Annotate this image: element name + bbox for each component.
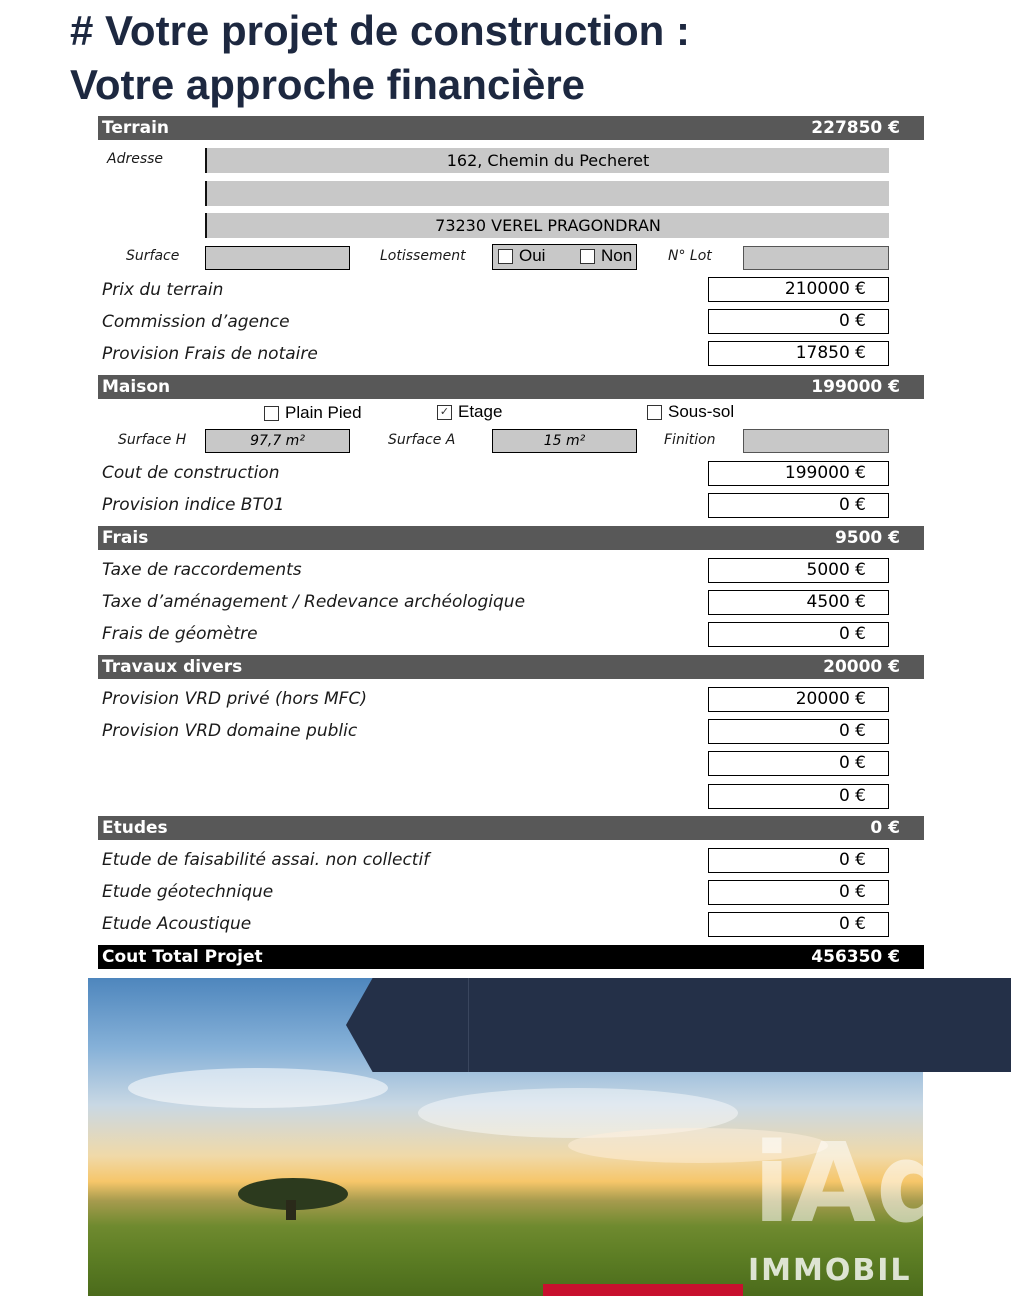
cloud-shape xyxy=(128,1068,388,1108)
etude-faisabilite-field[interactable]: 0 € xyxy=(708,848,889,873)
section-title: Etudes xyxy=(102,818,168,838)
taxe-raccordements-field[interactable]: 5000 € xyxy=(708,558,889,583)
check-icon: ✓ xyxy=(437,405,452,420)
adresse-line-2-field[interactable] xyxy=(205,181,889,206)
section-title: Travaux divers xyxy=(102,657,243,677)
surface-a-field[interactable]: 15 m² xyxy=(492,429,637,453)
numero-lot-field[interactable] xyxy=(743,246,889,270)
surface-h-field[interactable]: 97,7 m² xyxy=(205,429,350,453)
section-total: 20000 € xyxy=(823,657,900,677)
lotissement-non-checkbox[interactable] xyxy=(580,246,632,266)
surface-label: Surface xyxy=(126,248,180,264)
indice-bt01-label: Provision indice BT01 xyxy=(102,495,285,515)
section-header-frais xyxy=(98,526,924,550)
etude-faisabilite-label: Etude de faisabilité assai. non collectif xyxy=(102,850,430,870)
banner-divider xyxy=(468,978,469,1072)
vrd-public-field[interactable]: 0 € xyxy=(708,719,889,744)
surface-field[interactable] xyxy=(205,246,350,270)
taxe-amenagement-field[interactable]: 4500 € xyxy=(708,590,889,615)
checkbox-square xyxy=(498,249,513,264)
sous-sol-label: Sous-sol xyxy=(668,402,735,421)
prix-terrain-label: Prix du terrain xyxy=(102,280,224,300)
finition-field[interactable] xyxy=(743,429,889,453)
title-line-2: Votre approche financière xyxy=(70,61,586,108)
adresse-line-3-field[interactable]: 73230 VEREL PRAGONDRAN xyxy=(205,213,889,238)
section-header-maison xyxy=(98,375,924,399)
checkbox-square xyxy=(580,249,595,264)
plain-pied-label: Plain Pied xyxy=(285,403,362,422)
section-total: 0 € xyxy=(870,818,900,838)
etude-geotechnique-field[interactable]: 0 € xyxy=(708,880,889,905)
vrd-public-label: Provision VRD domaine public xyxy=(102,721,358,741)
plain-pied-checkbox[interactable] xyxy=(264,403,362,423)
checkbox-square xyxy=(647,405,662,420)
adresse-line-1-field[interactable]: 162, Chemin du Pecheret xyxy=(205,148,889,173)
etude-geotechnique-label: Etude géotechnique xyxy=(102,882,274,902)
etage-checkbox[interactable] xyxy=(437,402,502,422)
frais-geometre-field[interactable]: 0 € xyxy=(708,622,889,647)
section-total: 9500 € xyxy=(834,528,900,548)
etude-acoustique-label: Etude Acoustique xyxy=(102,914,252,934)
taxe-raccordements-label: Taxe de raccordements xyxy=(102,560,302,580)
page-title xyxy=(70,4,690,112)
surface-h-label: Surface H xyxy=(118,432,187,448)
etude-acoustique-field[interactable]: 0 € xyxy=(708,912,889,937)
oui-label: Oui xyxy=(519,246,546,265)
vrd-prive-label: Provision VRD privé (hors MFC) xyxy=(102,689,367,709)
frais-notaire-label: Provision Frais de notaire xyxy=(102,344,318,364)
section-header-travaux xyxy=(98,655,924,679)
section-header-etudes xyxy=(98,816,924,840)
frais-geometre-label: Frais de géomètre xyxy=(102,624,258,644)
checkbox-square xyxy=(264,406,279,421)
section-total: 227850 € xyxy=(811,118,900,138)
cout-construction-field[interactable]: 199000 € xyxy=(708,461,889,486)
non-label: Non xyxy=(601,246,633,265)
frais-notaire-field[interactable]: 17850 € xyxy=(708,341,889,366)
section-header-terrain xyxy=(98,116,924,140)
numero-lot-label: N° Lot xyxy=(668,248,712,264)
indice-bt01-field[interactable]: 0 € xyxy=(708,493,889,518)
landscape-photo xyxy=(88,978,955,1296)
title-line-1: # Votre projet de construction : xyxy=(70,7,690,54)
section-title: Frais xyxy=(102,528,149,548)
brand-text: IMMOBIL xyxy=(748,1253,912,1288)
vrd-prive-field[interactable]: 20000 € xyxy=(708,687,889,712)
etage-label: Etage xyxy=(458,402,503,421)
header-banner xyxy=(346,978,1011,1072)
total-value: 456350 € xyxy=(811,947,900,967)
lotissement-label: Lotissement xyxy=(380,248,466,264)
iad-logo: iAd xyxy=(753,1119,955,1247)
prix-terrain-field[interactable]: 210000 € xyxy=(708,277,889,302)
taxe-amenagement-label: Taxe d’aménagement / Redevance archéologique xyxy=(102,592,526,612)
sous-sol-checkbox[interactable] xyxy=(647,402,734,422)
total-bar xyxy=(98,945,924,969)
red-accent-bar xyxy=(543,1284,743,1296)
commission-agence-label: Commission d’agence xyxy=(102,312,290,332)
finition-label: Finition xyxy=(664,432,716,448)
total-label: Cout Total Projet xyxy=(102,947,263,967)
section-title: Maison xyxy=(102,377,171,397)
commission-agence-field[interactable]: 0 € xyxy=(708,309,889,334)
lotissement-oui-checkbox[interactable] xyxy=(498,246,545,266)
adresse-label: Adresse xyxy=(107,151,164,167)
travaux-extra-field-2[interactable]: 0 € xyxy=(708,784,889,809)
section-title: Terrain xyxy=(102,118,170,138)
travaux-extra-field-1[interactable]: 0 € xyxy=(708,751,889,776)
tree-trunk xyxy=(286,1200,296,1220)
surface-a-label: Surface A xyxy=(388,432,456,448)
cout-construction-label: Cout de construction xyxy=(102,463,280,483)
section-total: 199000 € xyxy=(811,377,900,397)
